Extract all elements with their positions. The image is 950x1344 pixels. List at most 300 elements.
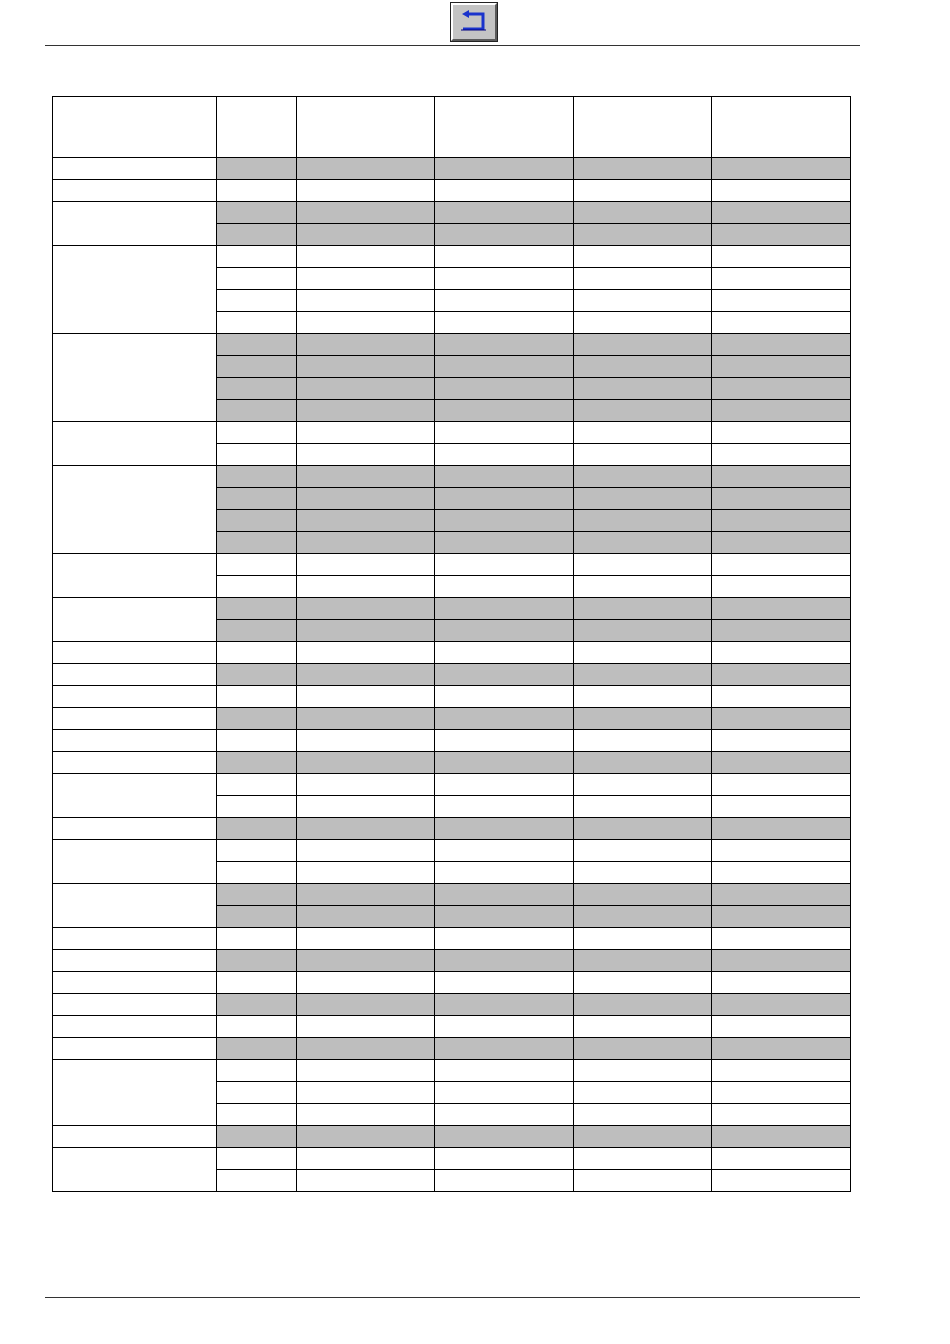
table-cell (217, 488, 297, 510)
table-cell (712, 1104, 851, 1126)
row-label-cell (53, 686, 217, 708)
row-label-cell (53, 664, 217, 686)
table-cell (297, 1060, 435, 1082)
table-cell (435, 378, 574, 400)
table-cell (435, 708, 574, 730)
table-cell (217, 246, 297, 268)
table-cell (712, 774, 851, 796)
table-cell (574, 466, 712, 488)
table-cell (435, 180, 574, 202)
row-label-cell (53, 972, 217, 994)
table-cell (217, 1060, 297, 1082)
table-cell (435, 862, 574, 884)
row-label-cell (53, 994, 217, 1016)
table-cell (435, 664, 574, 686)
table-cell (217, 158, 297, 180)
table-cell (297, 466, 435, 488)
table-cell (297, 818, 435, 840)
table-cell (712, 444, 851, 466)
table-cell (712, 158, 851, 180)
table-cell (217, 224, 297, 246)
table-cell (574, 664, 712, 686)
table-cell (574, 1104, 712, 1126)
table-cell (574, 730, 712, 752)
data-table (52, 96, 851, 1192)
table-cell (712, 1082, 851, 1104)
table-cell (297, 642, 435, 664)
table-cell (574, 158, 712, 180)
table-row (53, 158, 851, 180)
table-cell (712, 180, 851, 202)
table-cell (217, 1016, 297, 1038)
table-cell (435, 994, 574, 1016)
table-cell (217, 466, 297, 488)
header-cell (712, 97, 851, 158)
table-cell (712, 1016, 851, 1038)
table-cell (574, 334, 712, 356)
row-label-cell (53, 1060, 217, 1126)
table-cell (435, 686, 574, 708)
table-row (53, 202, 851, 224)
table-cell (297, 488, 435, 510)
table-cell (217, 554, 297, 576)
table-cell (297, 796, 435, 818)
table-cell (297, 444, 435, 466)
table-row (53, 598, 851, 620)
table-cell (712, 642, 851, 664)
table-cell (217, 796, 297, 818)
table-cell (217, 598, 297, 620)
table-cell (217, 950, 297, 972)
table-cell (217, 730, 297, 752)
table-cell (217, 906, 297, 928)
table-cell (712, 422, 851, 444)
table-cell (435, 400, 574, 422)
table-cell (435, 620, 574, 642)
table-cell (574, 356, 712, 378)
table-cell (217, 664, 297, 686)
table-cell (217, 356, 297, 378)
table-cell (435, 290, 574, 312)
table-cell (712, 796, 851, 818)
row-label-cell (53, 246, 217, 334)
table-cell (574, 488, 712, 510)
table-cell (712, 312, 851, 334)
header-cell (435, 97, 574, 158)
table-cell (435, 554, 574, 576)
table-cell (574, 1016, 712, 1038)
table-cell (574, 1038, 712, 1060)
table-cell (574, 246, 712, 268)
table-cell (217, 884, 297, 906)
table-cell (217, 1126, 297, 1148)
table-cell (574, 774, 712, 796)
table-cell (574, 598, 712, 620)
table-cell (297, 1148, 435, 1170)
table-cell (712, 708, 851, 730)
header-cell (574, 97, 712, 158)
table-cell (297, 664, 435, 686)
table-cell (297, 774, 435, 796)
table-cell (217, 268, 297, 290)
row-label-cell (53, 642, 217, 664)
table-cell (712, 972, 851, 994)
table-cell (297, 268, 435, 290)
row-label-cell (53, 818, 217, 840)
table-cell (574, 796, 712, 818)
table-cell (297, 686, 435, 708)
table-cell (712, 202, 851, 224)
table-cell (297, 928, 435, 950)
table-cell (712, 598, 851, 620)
table-cell (297, 532, 435, 554)
table-cell (435, 246, 574, 268)
table-cell (712, 466, 851, 488)
table-cell (297, 312, 435, 334)
table-cell (435, 1082, 574, 1104)
table-cell (574, 862, 712, 884)
table-row (53, 642, 851, 664)
table-cell (297, 950, 435, 972)
table-cell (574, 620, 712, 642)
table-cell (712, 862, 851, 884)
table-cell (297, 510, 435, 532)
table-cell (217, 532, 297, 554)
table-cell (574, 576, 712, 598)
table-row (53, 730, 851, 752)
table-cell (712, 356, 851, 378)
return-arrow-icon (458, 9, 490, 35)
table-cell (435, 334, 574, 356)
table-row (53, 840, 851, 862)
table-cell (435, 488, 574, 510)
table-cell (297, 708, 435, 730)
table-cell (297, 598, 435, 620)
row-label-cell (53, 598, 217, 642)
table-cell (574, 752, 712, 774)
table-row (53, 1060, 851, 1082)
row-label-cell (53, 334, 217, 422)
table-cell (712, 378, 851, 400)
table-row (53, 884, 851, 906)
table-cell (574, 1082, 712, 1104)
table-cell (297, 246, 435, 268)
header-rule (45, 45, 860, 46)
header-cell (217, 97, 297, 158)
table-cell (297, 290, 435, 312)
table-row (53, 928, 851, 950)
table-cell (712, 1126, 851, 1148)
table-cell (712, 1148, 851, 1170)
table-cell (712, 532, 851, 554)
table-cell (217, 972, 297, 994)
table-cell (435, 158, 574, 180)
table-cell (217, 202, 297, 224)
table-cell (297, 378, 435, 400)
table-cell (712, 928, 851, 950)
table-cell (297, 620, 435, 642)
table-cell (435, 532, 574, 554)
table-cell (712, 950, 851, 972)
table-cell (217, 1104, 297, 1126)
table-cell (712, 576, 851, 598)
table-cell (574, 950, 712, 972)
table-cell (297, 422, 435, 444)
table-cell (574, 708, 712, 730)
table-cell (217, 1170, 297, 1192)
table-cell (297, 840, 435, 862)
table-row (53, 686, 851, 708)
table-cell (712, 510, 851, 532)
table-cell (217, 994, 297, 1016)
table-cell (435, 598, 574, 620)
table-cell (217, 686, 297, 708)
table-cell (297, 576, 435, 598)
table-cell (435, 444, 574, 466)
table-cell (297, 752, 435, 774)
row-label-cell (53, 840, 217, 884)
table-cell (435, 312, 574, 334)
table-cell (435, 796, 574, 818)
table-cell (297, 356, 435, 378)
table-cell (574, 422, 712, 444)
table-header-row (53, 97, 851, 158)
table-cell (574, 994, 712, 1016)
table-cell (712, 488, 851, 510)
table-cell (435, 1170, 574, 1192)
table-cell (574, 510, 712, 532)
table-cell (574, 532, 712, 554)
table-cell (297, 1038, 435, 1060)
table-cell (435, 356, 574, 378)
table-cell (435, 1148, 574, 1170)
row-label-cell (53, 730, 217, 752)
row-label-cell (53, 158, 217, 180)
table-cell (435, 422, 574, 444)
table-cell (435, 1016, 574, 1038)
table-row (53, 246, 851, 268)
table-row (53, 1016, 851, 1038)
table-cell (217, 620, 297, 642)
row-label-cell (53, 1126, 217, 1148)
table-cell (297, 224, 435, 246)
table-cell (712, 752, 851, 774)
table-cell (297, 1016, 435, 1038)
row-label-cell (53, 1016, 217, 1038)
header-cell (297, 97, 435, 158)
table-cell (217, 422, 297, 444)
table-cell (712, 1170, 851, 1192)
row-label-cell (53, 950, 217, 972)
table-cell (217, 1038, 297, 1060)
table-cell (435, 884, 574, 906)
row-label-cell (53, 752, 217, 774)
table-cell (297, 202, 435, 224)
row-label-cell (53, 774, 217, 818)
table-row (53, 1038, 851, 1060)
table-cell (574, 312, 712, 334)
table-cell (297, 884, 435, 906)
table-cell (217, 180, 297, 202)
table-row (53, 664, 851, 686)
table-cell (574, 928, 712, 950)
header-cell (53, 97, 217, 158)
table-cell (574, 1060, 712, 1082)
table-cell (435, 730, 574, 752)
table-cell (574, 180, 712, 202)
table-cell (217, 576, 297, 598)
table-cell (297, 180, 435, 202)
table-cell (712, 224, 851, 246)
table-cell (712, 730, 851, 752)
table-cell (435, 466, 574, 488)
table-cell (712, 290, 851, 312)
table-row (53, 774, 851, 796)
table-cell (712, 840, 851, 862)
table-row (53, 334, 851, 356)
table-cell (712, 1060, 851, 1082)
table-cell (712, 818, 851, 840)
row-label-cell (53, 202, 217, 246)
table-cell (297, 1126, 435, 1148)
row-label-cell (53, 1038, 217, 1060)
footer-rule (45, 1297, 860, 1298)
table-cell (574, 1126, 712, 1148)
table-cell (574, 686, 712, 708)
table-cell (435, 752, 574, 774)
table-cell (712, 664, 851, 686)
table-cell (435, 840, 574, 862)
table-cell (217, 334, 297, 356)
table-cell (435, 224, 574, 246)
table-row (53, 708, 851, 730)
table-row (53, 422, 851, 444)
table-cell (217, 290, 297, 312)
table-cell (574, 224, 712, 246)
row-label-cell (53, 884, 217, 928)
table-row (53, 994, 851, 1016)
table-cell (217, 444, 297, 466)
table-row (53, 180, 851, 202)
table-cell (574, 884, 712, 906)
table-cell (435, 1060, 574, 1082)
table-cell (217, 642, 297, 664)
table-cell (435, 972, 574, 994)
table-cell (574, 1148, 712, 1170)
table-cell (297, 400, 435, 422)
table-cell (217, 1082, 297, 1104)
table-row (53, 950, 851, 972)
table-cell (435, 1126, 574, 1148)
row-label-cell (53, 1148, 217, 1192)
table-cell (435, 576, 574, 598)
table-cell (712, 686, 851, 708)
table-cell (712, 334, 851, 356)
table-cell (297, 554, 435, 576)
table-cell (712, 268, 851, 290)
back-button[interactable] (451, 3, 497, 41)
table-cell (217, 862, 297, 884)
table-cell (712, 400, 851, 422)
table-cell (574, 444, 712, 466)
row-label-cell (53, 422, 217, 466)
table-cell (712, 906, 851, 928)
table-row (53, 1148, 851, 1170)
row-label-cell (53, 928, 217, 950)
table-cell (574, 642, 712, 664)
table-cell (435, 642, 574, 664)
table-cell (297, 334, 435, 356)
table-cell (217, 400, 297, 422)
table-cell (217, 752, 297, 774)
table-row (53, 752, 851, 774)
table-row (53, 554, 851, 576)
table-cell (712, 1038, 851, 1060)
table-cell (217, 840, 297, 862)
table-cell (712, 246, 851, 268)
table-cell (297, 1170, 435, 1192)
table-cell (297, 1082, 435, 1104)
table-cell (574, 202, 712, 224)
table-cell (297, 158, 435, 180)
table-cell (297, 972, 435, 994)
table-cell (297, 862, 435, 884)
table-cell (435, 202, 574, 224)
table-cell (574, 268, 712, 290)
table-cell (574, 818, 712, 840)
table-cell (435, 510, 574, 532)
table-row (53, 1126, 851, 1148)
table-cell (435, 950, 574, 972)
table-cell (435, 268, 574, 290)
table-cell (297, 906, 435, 928)
table-cell (217, 510, 297, 532)
table-cell (712, 620, 851, 642)
table-cell (712, 554, 851, 576)
table-cell (574, 554, 712, 576)
table-row (53, 972, 851, 994)
table-row (53, 466, 851, 488)
table-cell (435, 1038, 574, 1060)
table-cell (574, 1170, 712, 1192)
row-label-cell (53, 180, 217, 202)
table-cell (435, 906, 574, 928)
table-row (53, 818, 851, 840)
table-cell (435, 774, 574, 796)
table-cell (574, 290, 712, 312)
table-cell (574, 400, 712, 422)
table-cell (435, 1104, 574, 1126)
table-cell (297, 994, 435, 1016)
table-cell (574, 906, 712, 928)
table-cell (435, 818, 574, 840)
table-cell (217, 708, 297, 730)
table-cell (217, 378, 297, 400)
table-cell (297, 1104, 435, 1126)
row-label-cell (53, 554, 217, 598)
table-cell (297, 730, 435, 752)
table-cell (217, 1148, 297, 1170)
table-cell (435, 928, 574, 950)
row-label-cell (53, 466, 217, 554)
table-cell (574, 378, 712, 400)
table-cell (217, 818, 297, 840)
table-cell (217, 928, 297, 950)
table-cell (712, 994, 851, 1016)
table-cell (217, 312, 297, 334)
table-cell (574, 840, 712, 862)
table-cell (574, 972, 712, 994)
